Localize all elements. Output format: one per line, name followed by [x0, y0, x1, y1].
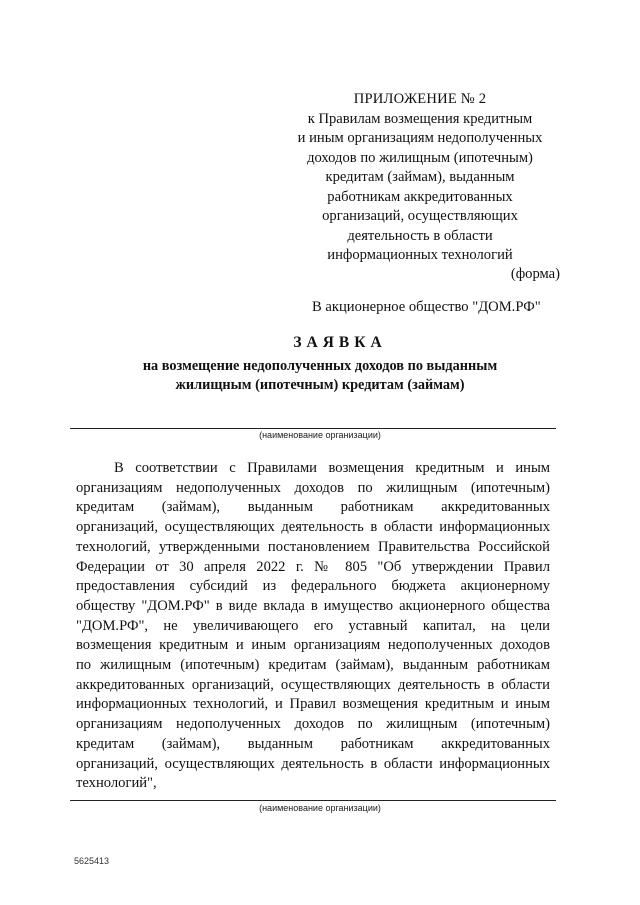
appendix-title: ПРИЛОЖЕНИЕ № 2: [353, 91, 487, 107]
body-line: "ДОМ.РФ", не увеличивающего его уставный капитал, на цели: [76, 617, 550, 634]
document-subtitle: [110, 357, 530, 395]
appendix-line: деятельность в области: [347, 227, 493, 244]
body-line: предоставления субсидий из федерального бюджета акционерному: [76, 578, 550, 595]
body-line: возмещения кредитным и иным организациям недополученных доходов: [76, 637, 550, 654]
body-line: кредитам (займам), выданным работникам аккредитованных: [76, 499, 550, 516]
appendix-line: доходов по жилищным (ипотечным): [307, 149, 533, 166]
appendix-line: к Правилам возмещения кредитным: [307, 110, 533, 127]
body-line: организациям недополученных доходов по жилищным (ипотечным): [76, 716, 550, 733]
body-line: организаций, осуществляющих деятельность в области информационных: [76, 755, 550, 772]
subtitle-line: на возмещение недополученных доходов по выданным: [142, 358, 498, 374]
appendix-line: кредитам (займам), выданным: [325, 169, 515, 185]
organization-name-caption-1: (наименование организации): [259, 430, 381, 440]
appendix-header: [270, 90, 570, 266]
body-paragraph: [76, 459, 550, 794]
organization-name-field-2[interactable]: [70, 800, 556, 801]
appendix-line: информационных технологий: [327, 247, 513, 263]
body-line: по жилищным (ипотечным) кредитам (займам), выданным работникам: [76, 657, 550, 674]
organization-name-caption-2: (наименование организации): [259, 803, 381, 813]
body-line: технологий, утвержденными постановлением Правительства Российской: [76, 538, 550, 555]
appendix-line: работникам аккредитованных: [327, 188, 513, 205]
appendix-line: и иным организациям недополученных: [297, 130, 543, 146]
body-line: Федерации от 30 апреля 2022 г. № 805 "Об утверждении Правил: [76, 558, 550, 575]
body-line: В соответствии с Правилами возмещения кредитным и иным: [114, 460, 550, 476]
body-line: организаций, осуществляющих деятельность в области информационных: [76, 519, 550, 536]
document-code: 5625413: [74, 856, 110, 866]
organization-name-field-1[interactable]: [70, 428, 556, 429]
body-line: организациям недополученных доходов по жилищным (ипотечным): [76, 479, 550, 496]
body-line: аккредитованных организаций, осуществляющих деятельность в области: [76, 676, 550, 693]
subtitle-line: жилищным (ипотечным) кредитам (займам): [175, 377, 465, 393]
body-line: обществу "ДОМ.РФ" в виде вклада в имущество акционерного общества: [76, 597, 550, 614]
body-line: информационных технологий, и Правил возмещения кредитным и иным: [76, 696, 550, 713]
body-line: технологий",: [76, 775, 157, 792]
addressee: В акционерное общество "ДОМ.РФ": [312, 299, 541, 315]
form-label: (форма): [510, 266, 560, 282]
appendix-line: организаций, осуществляющих: [322, 208, 518, 224]
document-title: ЗАЯВКА: [293, 334, 387, 351]
body-line: кредитам (займам), выданным работникам аккредитованных: [76, 735, 550, 752]
